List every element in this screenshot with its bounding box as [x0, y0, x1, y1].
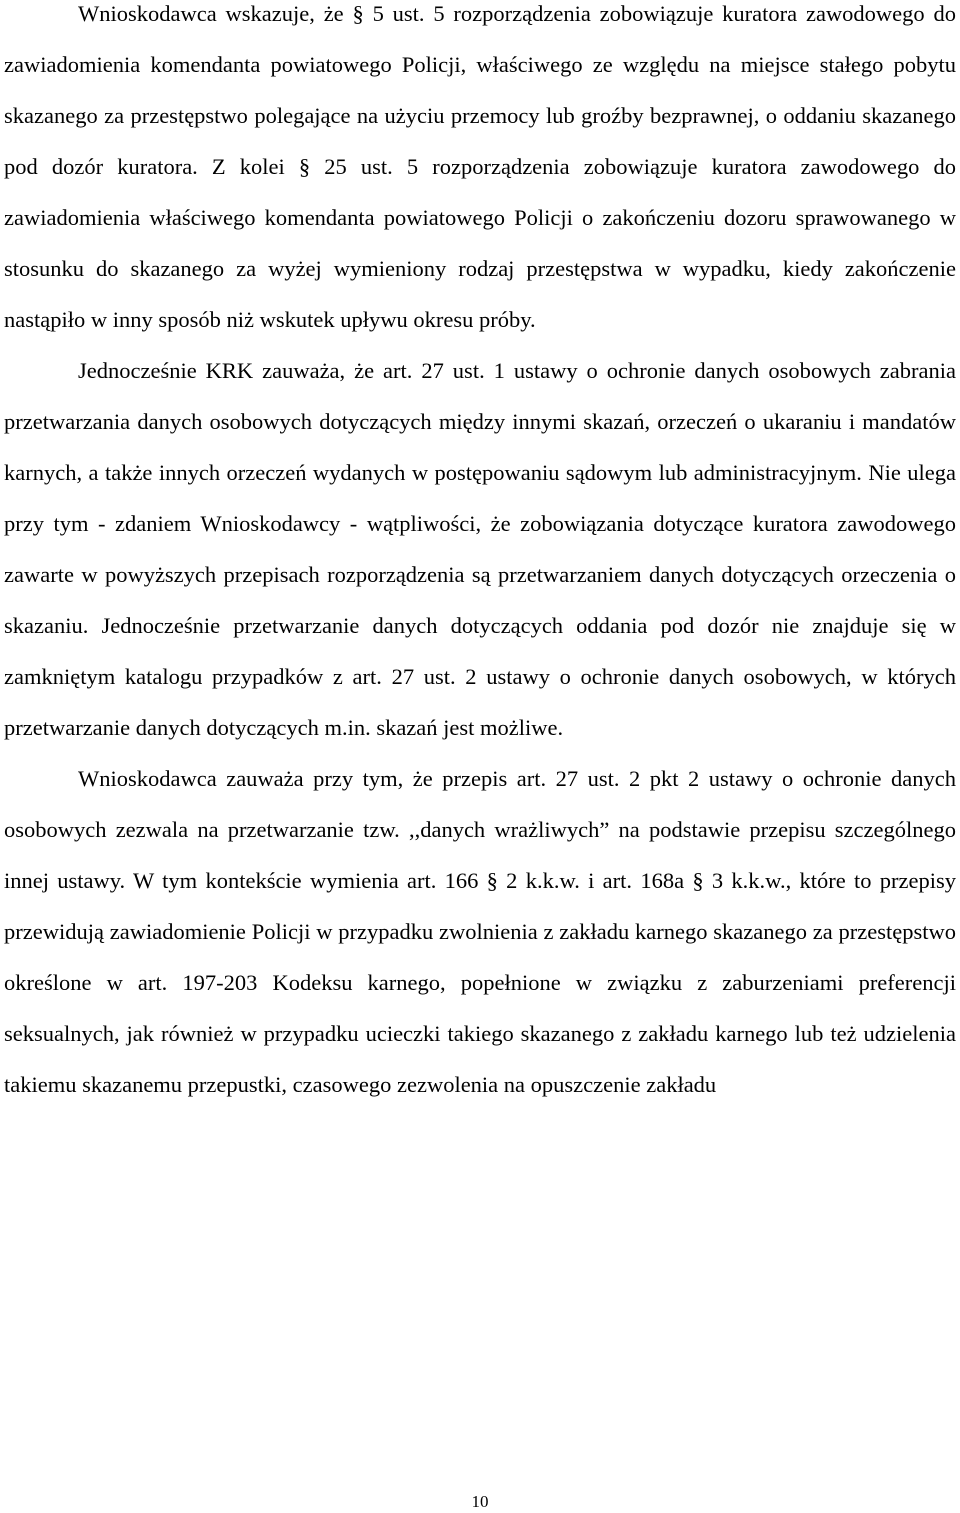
paragraph-2: Jednocześnie KRK zauważa, że art. 27 ust. 1 ustawy o ochronie danych osobowych zabrania przetwarzania danych osobowych dotyczących między innymi skazań, orzeczeń o ukaraniu i mandatów karnych, a także innych orzeczeń wydanych w postępowaniu sądowym lub administracyjnym. Nie ulega przy tym - zdaniem Wnioskodawcy - wątpliwości, że zobowiązania dotyczące kuratora zawodowego zawarte w powyższych przepisach rozporządzenia są przetwarzaniem danych dotyczących orzeczenia o skazaniu. Jednocześnie przetwarzanie danych dotyczących oddania pod dozór nie znajduje się w zamkniętym katalogu przypadków z art. 27 ust. 2 ustawy o ochronie danych osobowych, w których przetwarzanie danych dotyczących m.in. skazań jest możliwe. — [4, 358, 956, 740]
paragraph-3: Wnioskodawca zauważa przy tym, że przepis art. 27 ust. 2 pkt 2 ustawy o ochronie danych osobowych zezwala na przetwarzanie tzw. ,,danych wrażliwych” na podstawie przepisu szczególnego innej ustawy. W tym kontekście wymienia art. 166 § 2 k.k.w. i art. 168a § 3 k.k.w., które to przepisy przewidują zawiadomienie Policji w przypadku zwolnienia z zakładu karnego skazanego za przestępstwo określone w art. 197-203 Kodeksu karnego, popełnione w związku z zaburzeniami preferencji seksualnych, jak również w przypadku ucieczki takiego skazanego z zakładu karnego lub też udzielenia takiemu skazanemu przepustki, czasowego zezwolenia na opuszczenie zakładu — [4, 766, 956, 1097]
paragraph-1: Wnioskodawca wskazuje, że § 5 ust. 5 rozporządzenia zobowiązuje kuratora zawodowego do zawiadomienia komendanta powiatowego Policji, właściwego ze względu na miejsce stałego pobytu skazanego za przestępstwo polegające na użyciu przemocy lub groźby bezprawnej, o oddaniu skazanego pod dozór kuratora. Z kolei § 25 ust. 5 rozporządzenia zobowiązuje kuratora zawodowego do zawiadomienia właściwego komendanta powiatowego Policji o zakończeniu dozoru sprawowanego w stosunku do skazanego za wyżej wymieniony rodzaj przestępstwa w wypadku, kiedy zakończenie nastąpiło w inny sposób niż wskutek upływu okresu próby. — [4, 1, 956, 332]
page-number: 10 — [471, 1492, 489, 1511]
document-body — [4, 0, 956, 1110]
